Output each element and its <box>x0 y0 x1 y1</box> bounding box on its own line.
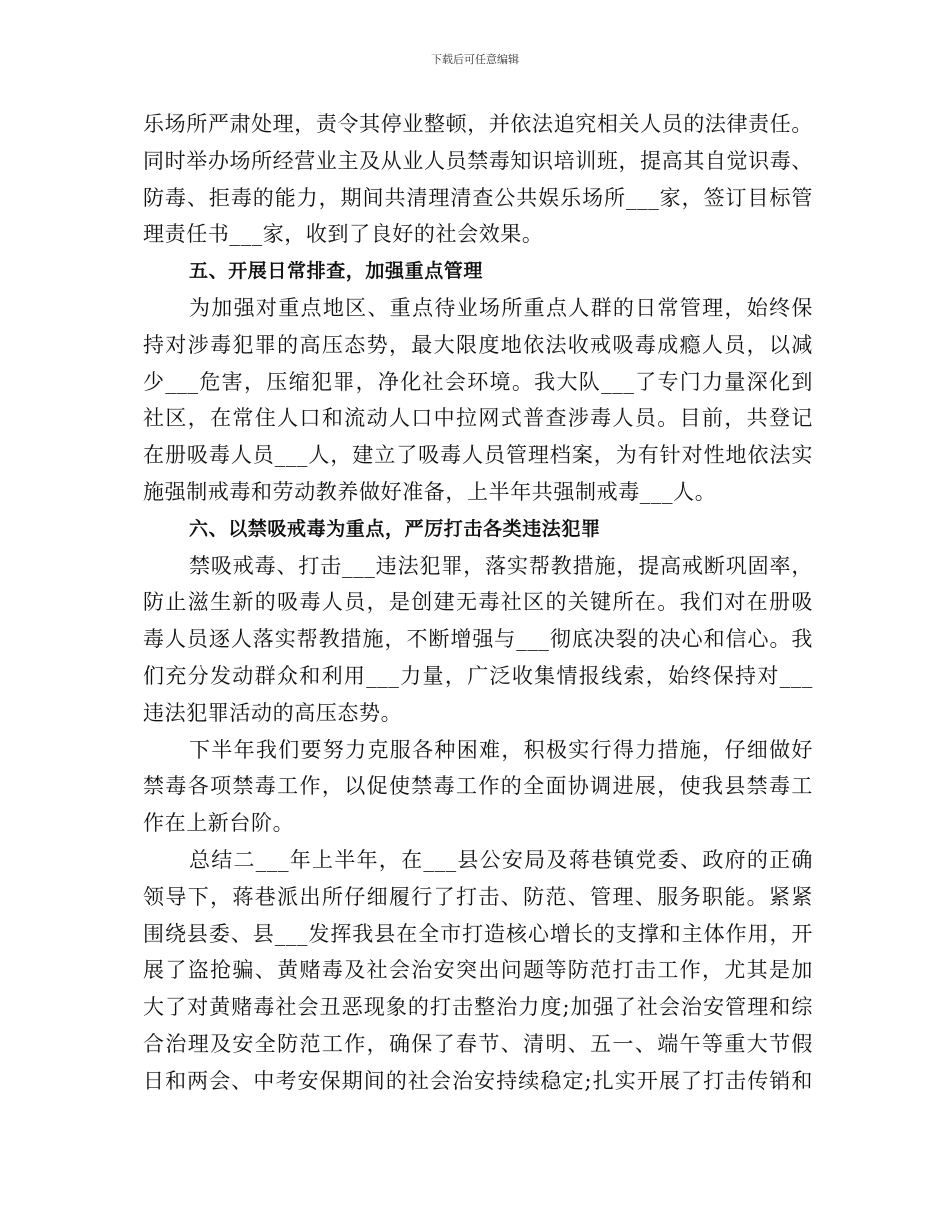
paragraph-line: 同时举办场所经营业主及从业人员禁毒知识培训班，提高其自觉识毒、 <box>143 148 813 173</box>
paragraph-line: 少___危害，压缩犯罪，净化社会环境。我大队___了专门力量深化到 <box>143 369 813 394</box>
paragraph-line: 为加强对重点地区、重点待业场所重点人群的日常管理，始终保 <box>189 295 813 320</box>
paragraph-line: 违法犯罪活动的高压态势。 <box>143 700 403 725</box>
paragraph-line: 在册吸毒人员___人，建立了吸毒人员管理档案，为有针对性地依法实 <box>143 443 813 468</box>
paragraph-line: 作在上新台阶。 <box>143 811 295 836</box>
paragraph-line: 日和两会、中考安保期间的社会治安持续稳定;扎实开展了打击传销和 <box>143 1068 813 1093</box>
paragraph-line: 防毒、拒毒的能力，期间共清理清查公共娱乐场所___家，签订目标管 <box>143 185 813 210</box>
paragraph-line: 领导下，蒋巷派出所仔细履行了打击、防范、管理、服务职能。紧紧 <box>143 884 813 909</box>
paragraph-line: 围绕县委、县___发挥我县在全市打造核心增长的支撑和主体作用，开 <box>143 921 813 946</box>
section-heading: 六、以禁吸戒毒为重点，严厉打击各类违法犯罪 <box>189 517 601 540</box>
paragraph-line: 毒人员逐人落实帮教措施，不断增强与___彻底决裂的决心和信心。我 <box>143 627 813 652</box>
paragraph-line: 禁毒各项禁毒工作，以促使禁毒工作的全面协调进展，使我县禁毒工 <box>143 774 813 799</box>
page-header: 下载后可任意编辑 <box>431 53 519 66</box>
paragraph-line: 禁吸戒毒、打击___违法犯罪，落实帮教措施，提高戒断巩固率， <box>189 553 813 578</box>
paragraph-line: 理责任书___家，收到了良好的社会效果。 <box>143 222 544 247</box>
paragraph-line: 持对涉毒犯罪的高压态势，最大限度地依法收戒吸毒成瘾人员，以减 <box>143 332 813 357</box>
paragraph-line: 合治理及安全防范工作，确保了春节、清明、五一、端午等重大节假 <box>143 1031 813 1056</box>
paragraph-line: 展了盗抢骗、黄赌毒及社会治安突出问题等防范打击工作，尤其是加 <box>143 958 813 983</box>
document-body <box>143 106 813 1100</box>
paragraph-line: 社区，在常住人口和流动人口中拉网式普查涉毒人员。目前，共登记 <box>143 406 813 431</box>
paragraph-line: 们充分发动群众和利用___力量，广泛收集情报线索，始终保持对___ <box>143 663 813 688</box>
paragraph-line: 下半年我们要努力克服各种困难，积极实行得力措施，仔细做好 <box>189 737 813 762</box>
paragraph-line: 防止滋生新的吸毒人员，是创建无毒社区的关键所在。我们对在册吸 <box>143 590 813 615</box>
section-heading: 五、开展日常排查，加强重点管理 <box>189 260 484 283</box>
paragraph-line: 乐场所严肃处理，责令其停业整顿，并依法追究相关人员的法律责任。 <box>143 112 813 136</box>
paragraph-line: 大了对黄赌毒社会丑恶现象的打击整治力度;加强了社会治安管理和综 <box>143 995 813 1020</box>
paragraph-line: 总结二___年上半年，在___县公安局及蒋巷镇党委、政府的正确 <box>189 847 813 872</box>
paragraph-line: 施强制戒毒和劳动教养做好准备，上半年共强制戒毒___人。 <box>143 479 717 504</box>
